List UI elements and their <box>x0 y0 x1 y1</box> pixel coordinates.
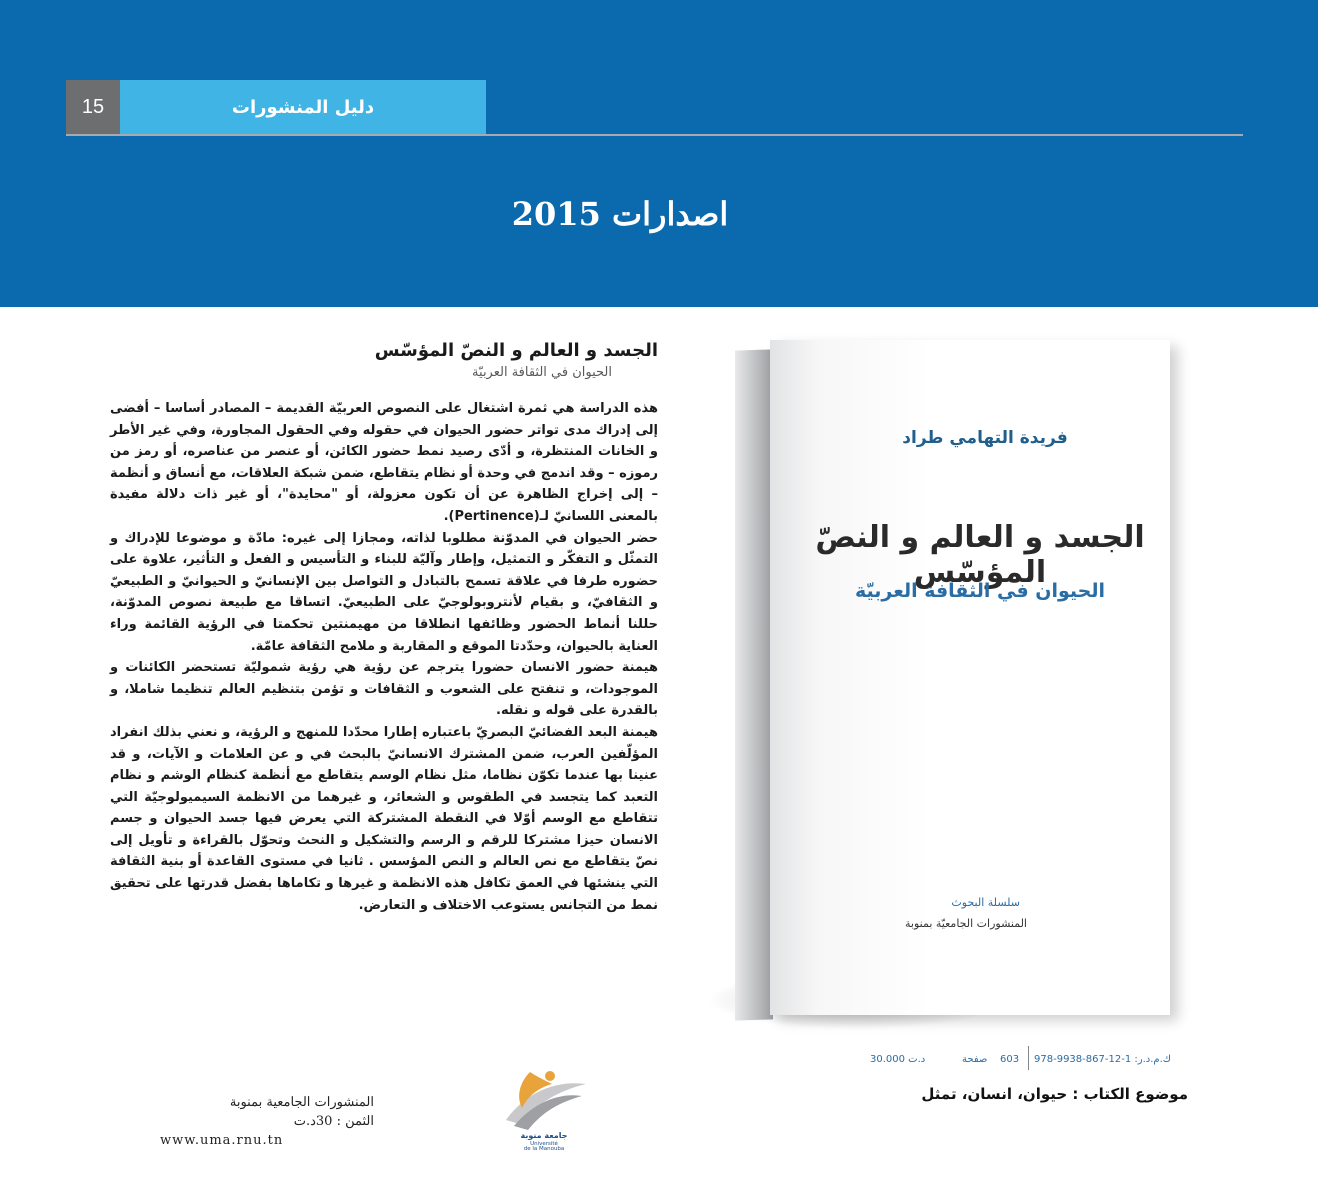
header-divider <box>66 134 1243 136</box>
book-spine <box>735 349 773 1020</box>
publisher-url[interactable]: www.uma.rnu.tn <box>160 1133 284 1148</box>
guide-title: دليل المنشورات <box>120 80 486 135</box>
article-paragraph: هيمنة البعد الفضائيّ البصريّ باعتباره إطارا محدّدا للمنهج و الرؤية، و نعني بذلك انفراد المؤلّفين العرب، ضمن المشترك الانسانيّ بالبحث في و عن العلامات و الآيات، و قد عنينا بها عندما تكوّن نظاما، مثل نظام الوسم يتقاطع مع أنظمة كنظام الوشم و نظام التعبد كما يتجسد في الطقوس و الشعائر، و غيرهما من الانظمة السيميولوجيّة التي تتقاطع مع الوسم أوّلا في النقطة المشتركة التي يعرض فيها جسد الحيوان و جسم الانسان حيزا مشتركا للرقم و الرسم والتشكيل و النحث وتحوّل بالقراءة و تأويل إلى نصّ يتقاطع مع نص العالم و النص المؤسس . ثانيا في مستوى القاعدة أو بنية الثقافة التي ينشئها في العمق تكافل هذه الانظمة و غيرها و تكاماها بفضل قدرتها على تحقيق نمط من التجانس يستوعب الاختلاف و التعارض. <box>110 724 658 913</box>
cover-publisher: المنشورات الجامعيّة بمنوبة <box>905 917 1027 930</box>
pages-label: صفحة <box>962 1054 988 1065</box>
meta-separator <box>1028 1046 1029 1070</box>
header-band <box>0 0 1318 307</box>
book-price: 30.000 د.ت <box>870 1054 926 1065</box>
article-title: الجسد و العالم و النصّ المؤسّس <box>374 340 658 361</box>
publisher-name: المنشورات الجامعية بمنوبة <box>229 1095 374 1110</box>
logo-text-ar: جامعة منوبة <box>520 1131 568 1140</box>
article-subtitle: الحيوان في الثقافة العربيّة <box>472 365 612 380</box>
publisher-info <box>160 1093 374 1150</box>
article-paragraph: هيمنة حضور الانسان حضورا يترجم عن رؤية هي رؤية شموليّة تستحضر الكائنات و الموجودات، و تنفتح على الشعوب و الثقافات و تؤمن بتنظيم العالم تنظيما شاملا، و بالقدرة على قوله و نقله. <box>110 660 658 719</box>
article-paragraph: هذه الدراسة هي ثمرة اشتغال على النصوص العربيّة القديمة – المصادر أساسا – أفضى إلى إدراك مدى تواتر حضور الحيوان في حقوله وفي الحقول المجاورة، وفي غير الأطر و الخانات المنتظرة، و أدّى رصيد نمط حضور الكائن، أو عنصر من عناصره، أو رمز من رموزه – وقد اندمج في وحدة أو نظام يتقاطع، ضمن شبكة العلاقات، مع أنساق و أنظمة – إلى إخراج الظاهرة عن أن تكون معزولة، أو "محايدة"، أو غير ذات دلالة مفيدة بالمعنى اللسانيّ لـ(Pertinence). <box>109 401 658 524</box>
cover-series: سلسلة البحوث <box>951 896 1020 909</box>
pages-count: 603 <box>1000 1054 1020 1065</box>
page-number: 15 <box>66 80 120 135</box>
logo-text-fr-1: Université <box>530 1141 558 1147</box>
cover-author: فريدة التهامي طراد <box>902 428 1068 448</box>
page-label-bar <box>66 80 486 135</box>
year-title: اصدارات 2015 <box>511 195 729 233</box>
logo-text-fr-2: de la Manouba <box>523 1146 565 1150</box>
article-paragraph: حضر الحيوان في المدوّنة مطلوبا لذاته، ومجازا إلى غيره: مادّة و موضوعا للإدراك و التمثّل و التفكّر و التمثيل، وإطار وآليّة للبناء و التأسيس و الفعل و التأثير، علاوة على حضوره طرفا في علاقة تسمح بالتبادل و التواصل بين الإنسانيّ و الحيوانيّ و الطبيعيّ و الثقافيّ، و بقيام لأنتروبولوجيّ على الطبيعيّ. اتساقا مع طبيعة نصوص المدوّنة، حللنا أنماط الحضور وظائفها انطلاقا من مهيمنتين تحكمتا في الرؤية القائمة وراء العناية بالحيوان، وحدّدتا الموقع و المقاربة و ملامح الثقافة عامّة. <box>110 530 658 654</box>
cover-title: الجسد و العالم و النصّ المؤسّس <box>815 520 1145 590</box>
book-cover <box>770 340 1170 1015</box>
article-column <box>110 340 658 916</box>
university-logo <box>486 1062 596 1150</box>
publisher-price: الثمن : 30د.ت <box>293 1114 374 1129</box>
cover-subtitle: الحيوان في الثقافة العربيّة <box>854 580 1106 602</box>
book-isbn: ك.م.د.ر: 1-12-867-9938-978 <box>1034 1054 1171 1065</box>
book-meta <box>870 1052 1176 1070</box>
book-subject: موضوع الكتاب : حيوان، انسان، تمثل <box>921 1085 1188 1103</box>
